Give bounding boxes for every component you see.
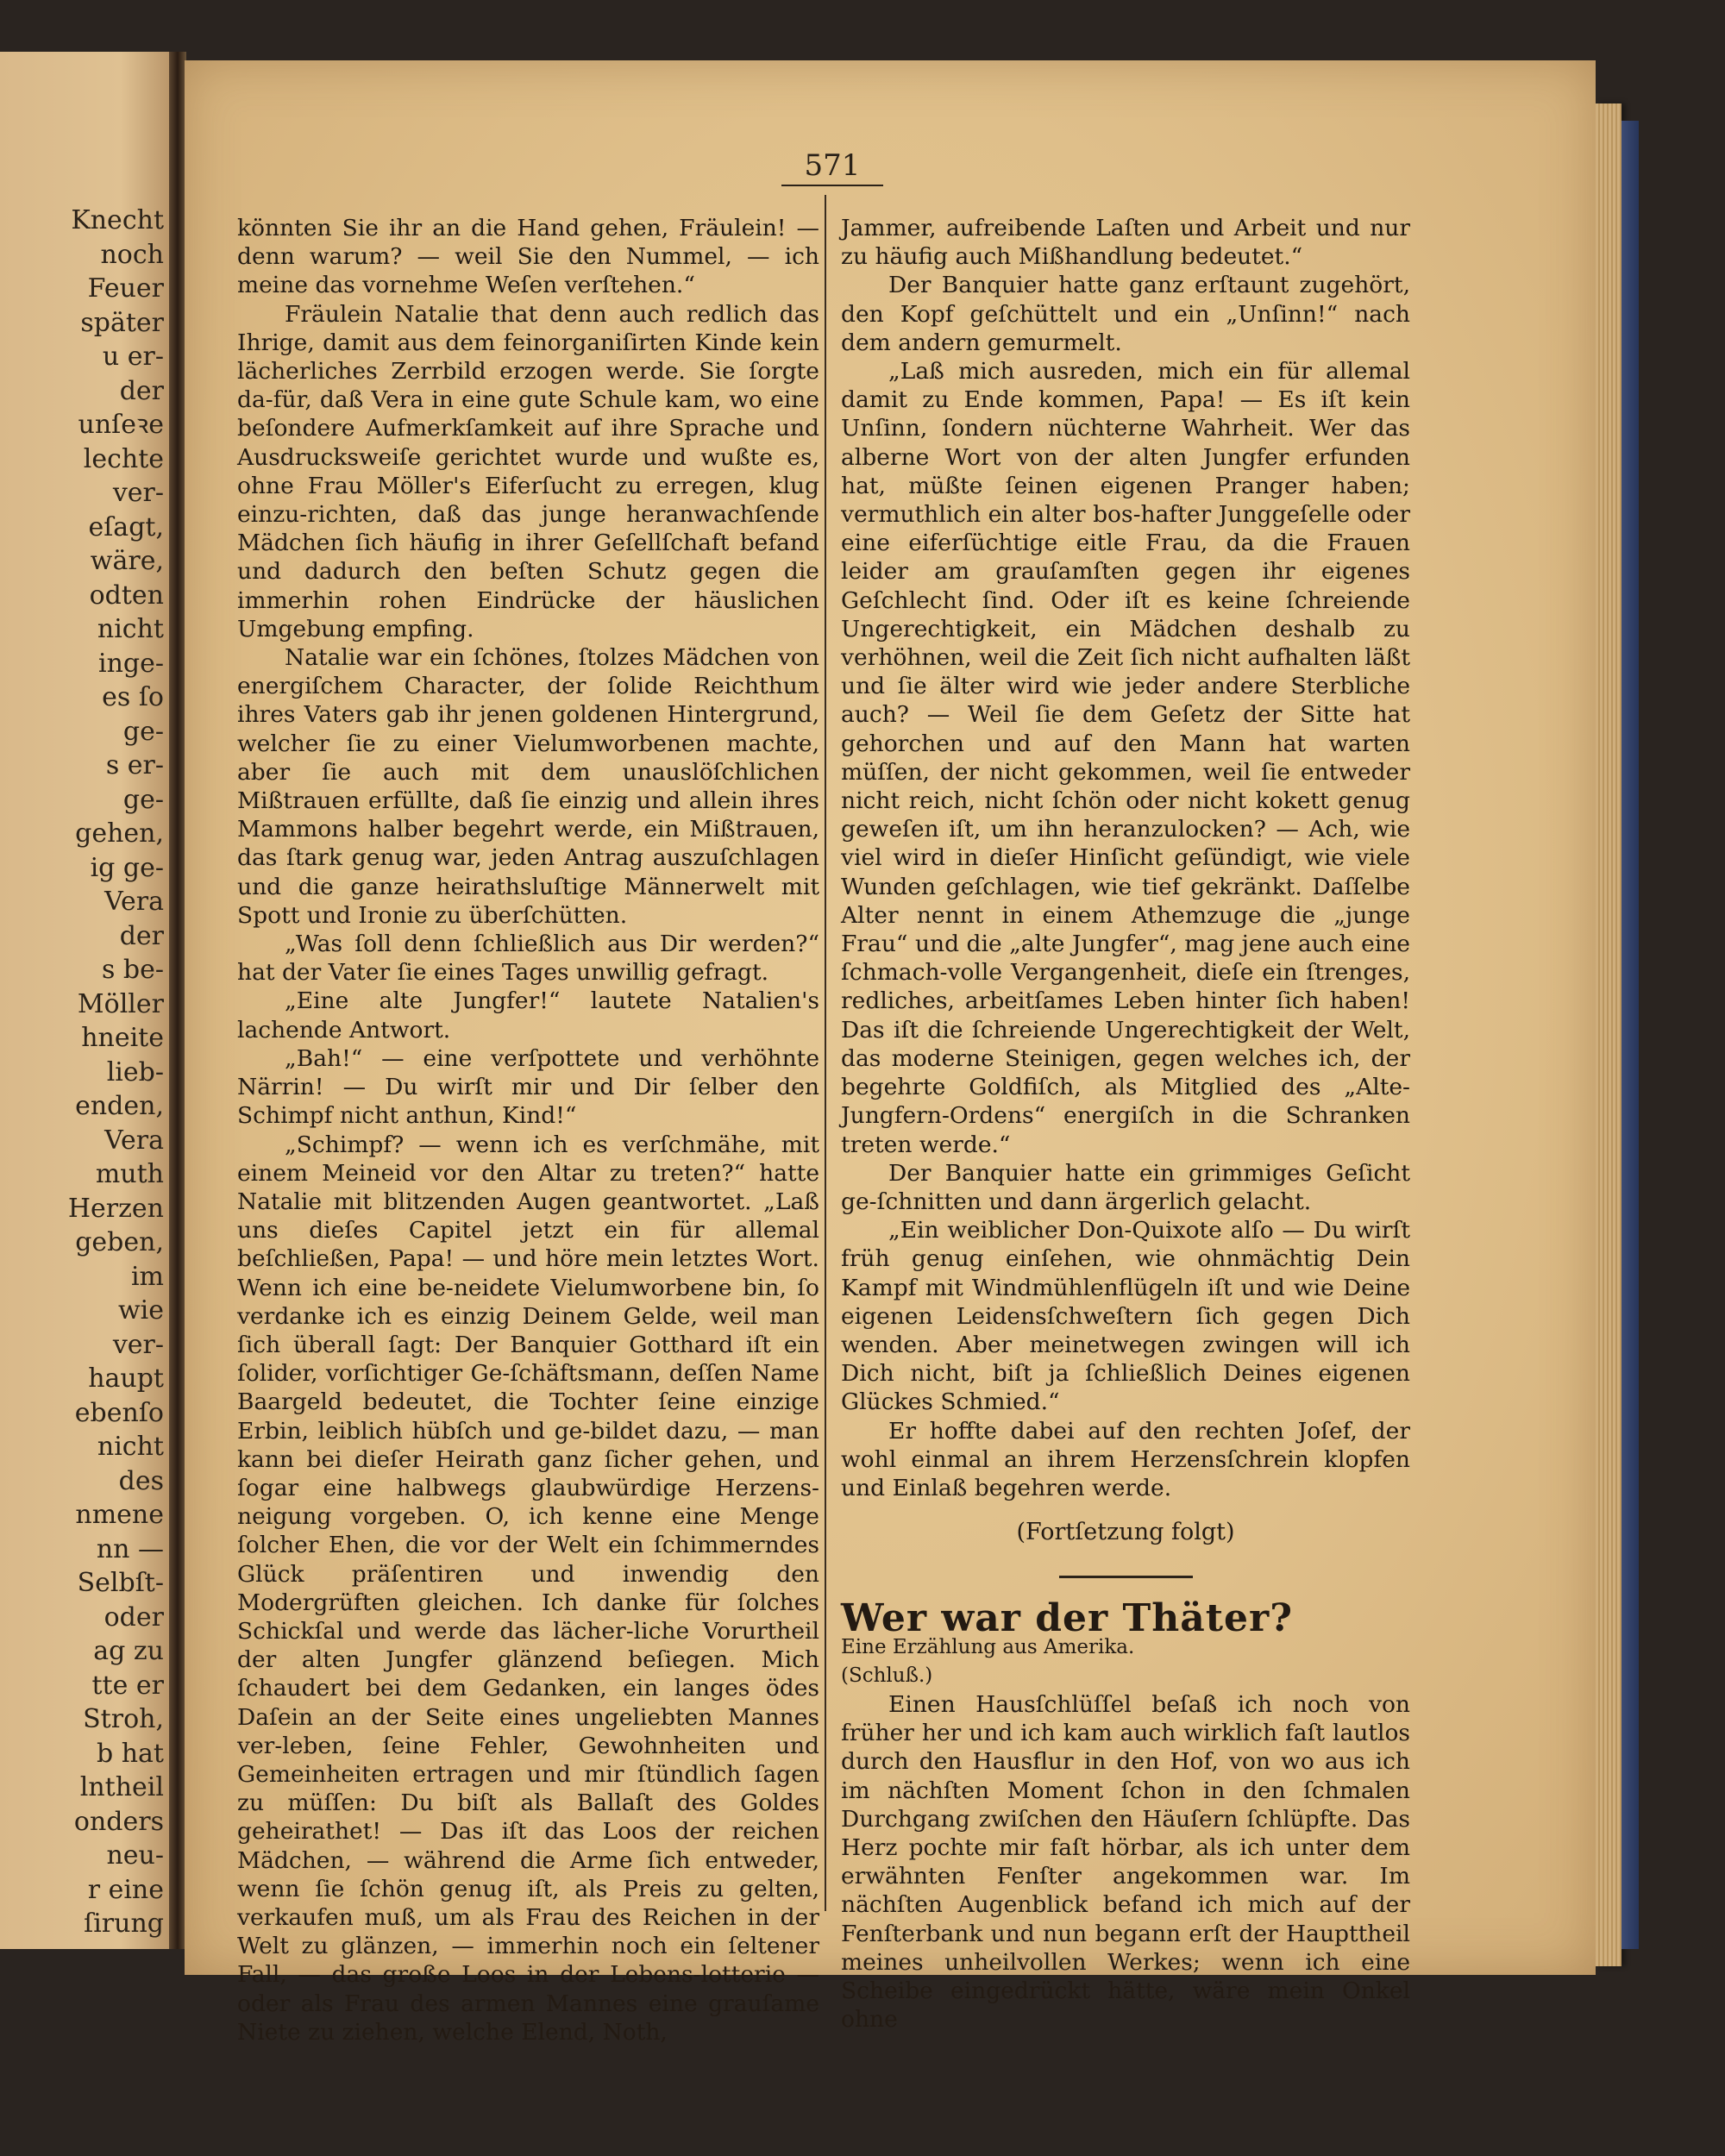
previous-page-fragment: es ſo bbox=[102, 684, 164, 711]
previous-page-fragment: ebenſo bbox=[74, 1399, 164, 1427]
previous-page-fragment: odten bbox=[89, 581, 164, 610]
previous-page-fragment: der bbox=[119, 377, 164, 405]
story-part-label: (Schluß.) bbox=[841, 1664, 933, 1687]
book-cover-edge bbox=[1622, 121, 1639, 1949]
paragraph: „Eine alte Jungfer!“ lautete Natalien's lachende Antwort. bbox=[237, 987, 819, 1044]
previous-page-fragment: des bbox=[118, 1467, 164, 1495]
previous-page-fragment: im bbox=[130, 1263, 164, 1291]
paragraph: Jammer, aufreibende Laſten und Arbeit und nur zu häufig auch Mißhandlung bedeutet.“ bbox=[841, 215, 1410, 271]
right-column bbox=[841, 214, 1410, 2034]
paragraph: Er hoffte dabei auf den rechten Joſef, der wohl einmal an ihrem Herzensſchrein klopfen und Einlaß begehren werde. bbox=[841, 1417, 1410, 1501]
previous-page-fragment: Möller bbox=[77, 990, 164, 1018]
previous-page-fragment: später bbox=[80, 309, 164, 337]
previous-page-fragment: nicht bbox=[97, 1433, 164, 1461]
previous-page-fragment: lntheil bbox=[79, 1774, 164, 1802]
previous-page-fragment: r eine bbox=[87, 1876, 164, 1904]
paragraph: könnten Sie ihr an die Hand gehen, Fräulein! — denn warum? — weil Sie den Nummel, — ich meine das vornehme Weſen verſtehen.“ bbox=[237, 215, 819, 299]
previous-page-fragment: lieb- bbox=[106, 1058, 164, 1087]
previous-page-fragment: eſagt, bbox=[88, 513, 164, 542]
previous-page-fragment: muth bbox=[95, 1161, 164, 1188]
previous-page-fragment: enden, bbox=[75, 1093, 164, 1120]
previous-page-fragment: inge- bbox=[97, 649, 164, 678]
previous-page-fragment: wie bbox=[117, 1297, 164, 1325]
paragraph: Fräulein Natalie that denn auch redlich das Ihrige, damit aus dem feinorganiſirten Kinde kein lächerliches Zerrbild erzogen werde. Sie ſorgte da-für, daß Vera in eine gute Schule kam, wo eine beſondere Aufmerkſamkeit auf ihre Sprache und Ausdrucksweiſe gerichtet wurde und wußte es, ohne Frau Möller's Eiferſucht zu erregen, klug einzu-richten, daß das junge heranwachſende Mädchen ſich häufig in ihrer Geſellſchaft befand und dadurch den beſten Schutz gegen die immerhin rohen Eindrücke der häuslichen Umgebung empfing. bbox=[237, 300, 819, 642]
paragraph: Der Banquier hatte ganz erſtaunt zugehört, den Kopf geſchüttelt und ein „Unſinn!“ nach dem andern gemurmelt. bbox=[841, 272, 1410, 356]
previous-page-fragment: ig ge- bbox=[90, 854, 164, 882]
previous-page-fragment: tte er bbox=[91, 1671, 164, 1700]
continued-note: (Fortſetzung folgt) bbox=[1016, 1519, 1235, 1546]
paragraph: „Schimpf? — wenn ich es verſchmähe, mit einem Meineid vor den Altar zu treten?“ hatte Natalie mit blitzenden Augen geantwortet. „Laß uns dieſes Capitel jetzt ein für allemal beſchließen, Papa! — und höre mein letztes Wort. Wenn ich eine be-neidete Vielumworbene bin, ſo verdanke ich es einzig Deinem Gelde, weil man ſich überall ſagt: Der Banquier Gotthard iſt ein ſolider, vorſichtiger Ge-ſchäftsmann, deſſen Name Baargeld bedeutet, die Tochter ſeine einzige Erbin, leiblich hübſch und ge-bildet dazu, — man kann bei dieſer Heirath ganz ſicher gehen, und ſogar eine halbwegs glaubwürdige Herzens-neigung vorgeben. O, ich kenne eine Menge ſolcher Ehen, die vor der Welt ein ſchimmerndes Glück präſentiren und inwendig den Modergrüften gleichen. Ich danke für ſolches Schickſal und werde das lächer-liche Vorurtheil der alten Jungfer glänzend beſiegen. Mich ſchaudert bei dem Gedanken, ein langes ödes Daſein an der Seite eines ungeliebten Mannes ver-leben, ſeine Fehler, Gewohnheiten und Gemeinheiten ertragen und mir ſtündlich ſagen zu müſſen: Du biſt als Ballaſt des Goldes geheirathet! — Das iſt das Loos der reichen Mädchen, — während die Arme ſich entweder, wenn ſie ſchön genug iſt, als Preis zu gelten, verkaufen muß, um als Frau des Reichen in der Welt zu glänzen, — immerhin noch ein ſeltener Fall, — das große Loos in der Lebens-lotterie — oder als Frau des armen Mannes eine grauſame Niete zu ziehen, welche Elend, Noth, bbox=[237, 1131, 819, 2046]
previous-page-fragment: hneite bbox=[81, 1025, 164, 1052]
previous-page-fragment: Vera bbox=[104, 1126, 164, 1155]
previous-page-fragment: s be- bbox=[101, 956, 164, 984]
previous-page-fragment: ge- bbox=[122, 786, 164, 814]
previous-page-fragment: neu- bbox=[106, 1842, 164, 1870]
paragraph: „Was ſoll denn ſchließlich aus Dir werden?“ hat der Vater ſie eines Tages unwillig gefragt. bbox=[237, 931, 819, 987]
previous-page-fragment: Vera bbox=[104, 888, 164, 916]
page-number-rule bbox=[781, 185, 883, 186]
previous-page-fragment: Herzen bbox=[67, 1194, 164, 1223]
previous-page-fragment: haupt bbox=[88, 1365, 164, 1393]
page-number: 571 bbox=[804, 148, 861, 183]
paragraph: Der Banquier hatte ein grimmiges Geſicht ge-ſchnitten und dann ärgerlich gelacht. bbox=[841, 1159, 1410, 1215]
previous-page-fragment: der bbox=[119, 922, 164, 950]
story-paragraph: Einen Hausſchlüſſel beſaß ich noch von früher her und ich kam auch wirklich faſt lautlos durch den Hausflur in den Hof, von wo aus ich im nächſten Moment ſchon in den ſchmalen Durchgang zwiſchen den Häuſern ſchlüpfte. Das Herz pochte mir faſt hörbar, als ich unter dem erwähnten Fenſter angekommen war. Im nächſten Augenblick befand ich mich auf der Fenſterbank und nun begann erſt der Haupttheil meines unheilvollen Werkes; wenn ich eine Scheibe eingedrückt hätte, wäre mein Onkel ohne bbox=[841, 1690, 1410, 2034]
previous-page-fragment: noch bbox=[100, 241, 164, 269]
previous-page-edge bbox=[0, 52, 172, 1949]
previous-page-fragment: ſirung bbox=[84, 1910, 164, 1938]
previous-page-fragment: Selbſt- bbox=[77, 1570, 164, 1597]
previous-page-fragment: b hat bbox=[96, 1739, 164, 1768]
column-divider bbox=[825, 195, 826, 1911]
previous-page-fragment: Feuer bbox=[87, 275, 164, 303]
right-column-text bbox=[841, 214, 1410, 1502]
previous-page-fragment: u er- bbox=[102, 343, 164, 371]
previous-page-fragment: ge- bbox=[122, 718, 164, 746]
previous-page-fragment: geben, bbox=[75, 1229, 164, 1257]
previous-page-fragment: nn — bbox=[96, 1535, 164, 1564]
paragraph: Natalie war ein ſchönes, ſtolzes Mädchen von energiſchem Character, der ſolide Reichthum ihres Vaters gab ihr jenen goldenen Hintergrund, welcher ſie zu einer Vielumworbenen machte, aber ſie auch mit dem unauslöſchlichen Mißtrauen erfüllte, daß ſie einzig und allein ihres Mammons halber begehrt werde, ein Mißtrauen, das ſtark genug war, jeden Antrag auszuſchlagen und die ganze heirathsluſtige Männerwelt mit Spott und Ironie zu überſchütten. bbox=[237, 644, 819, 929]
story-title: Wer war der Thäter? bbox=[841, 1596, 1293, 1641]
previous-page-fragment: nmene bbox=[75, 1501, 164, 1529]
book-gutter bbox=[169, 52, 186, 1949]
previous-page-fragment: lechte bbox=[83, 445, 164, 473]
previous-page-fragment: wäre, bbox=[90, 548, 164, 575]
previous-page-fragment: nicht bbox=[97, 616, 164, 643]
previous-page-fragment: ver- bbox=[112, 479, 164, 507]
left-column bbox=[237, 214, 819, 2046]
page-edges bbox=[1596, 103, 1622, 1966]
previous-page-fragment: s er- bbox=[105, 752, 164, 780]
previous-page-fragment: unſeꝛe bbox=[78, 411, 164, 439]
paragraph: „Ein weiblicher Don-Quixote alſo — Du wirſt früh genug einſehen, wie ohnmächtig Dein Kampf mit Windmühlenflügeln iſt und wie Deine eigenen Leidensſchweſtern ſich gegen Dich wenden. Aber meinetwegen zwingen will ich Dich nicht, biſt ja ſchließlich Deines eigenen Glückes Schmied.“ bbox=[841, 1217, 1410, 1416]
paragraph: „Bah!“ — eine verſpottete und verhöhnte Närrin! — Du wirſt mir und Dir ſelber den Schimpf nicht anthun, Kind!“ bbox=[237, 1044, 819, 1130]
story-subtitle: Eine Erzählung aus Amerika. bbox=[841, 1635, 1135, 1658]
previous-page-fragment: Stroh, bbox=[83, 1706, 164, 1733]
previous-page-fragment: ver- bbox=[112, 1331, 164, 1359]
previous-page-fragment: Knecht bbox=[71, 207, 164, 235]
previous-page-fragment: ag zu bbox=[93, 1638, 164, 1665]
section-divider bbox=[1059, 1576, 1193, 1578]
paragraph: „Laß mich ausreden, mich ein für allemal damit zu Ende kommen, Papa! — Es iſt kein Unſinn, ſondern nüchterne Wahrheit. Wer das alberne Wort von der alten Jungfer erfunden hat, müßte ſeinen eigenen Pranger haben; vermuthlich ein alter bos-hafter Junggeſelle oder eine eiferſüchtige eitle Frau, da die Frauen leider am grauſamſten gegen ihr eigenes Geſchlecht ſind. Oder iſt es keine ſchreiende Ungerechtigkeit, ein Mädchen deshalb zu verhöhnen, weil die Zeit ſich nicht aufhalten läßt und ſie älter wird wie jeder andere Sterbliche auch? — Weil ſie dem Geſetz der Sitte hat gehorchen und auf den Mann hat warten müſſen, der nicht gekommen, weil ſie entweder nicht reich, nicht ſchön oder nicht kokett genug geweſen iſt, um ihn heranzulocken? — Ach, wie viel wird in dieſer Hinſicht geſündigt, wie viele Wunden geſchlagen, wie tief gekränkt. Daſſelbe Alter nennt in einem Athemzuge die „junge Frau“ und die „alte Jungfer“, mag jene auch eine ſchmach-volle Vergangenheit, dieſe ein ſtrenges, redliches, arbeitſames Leben hinter ſich haben! Das iſt die ſchreiende Ungerechtigkeit der Welt, das moderne Steinigen, gegen welches ich, der begehrte Goldfiſch, als Mitglied des „Alte-Jungfern-Ordens“ energiſch in die Schranken treten werde.“ bbox=[841, 358, 1410, 1158]
previous-page-fragment: oder bbox=[104, 1603, 164, 1632]
previous-page-fragment: onders bbox=[73, 1808, 164, 1836]
previous-page-fragment: gehen, bbox=[75, 820, 164, 848]
